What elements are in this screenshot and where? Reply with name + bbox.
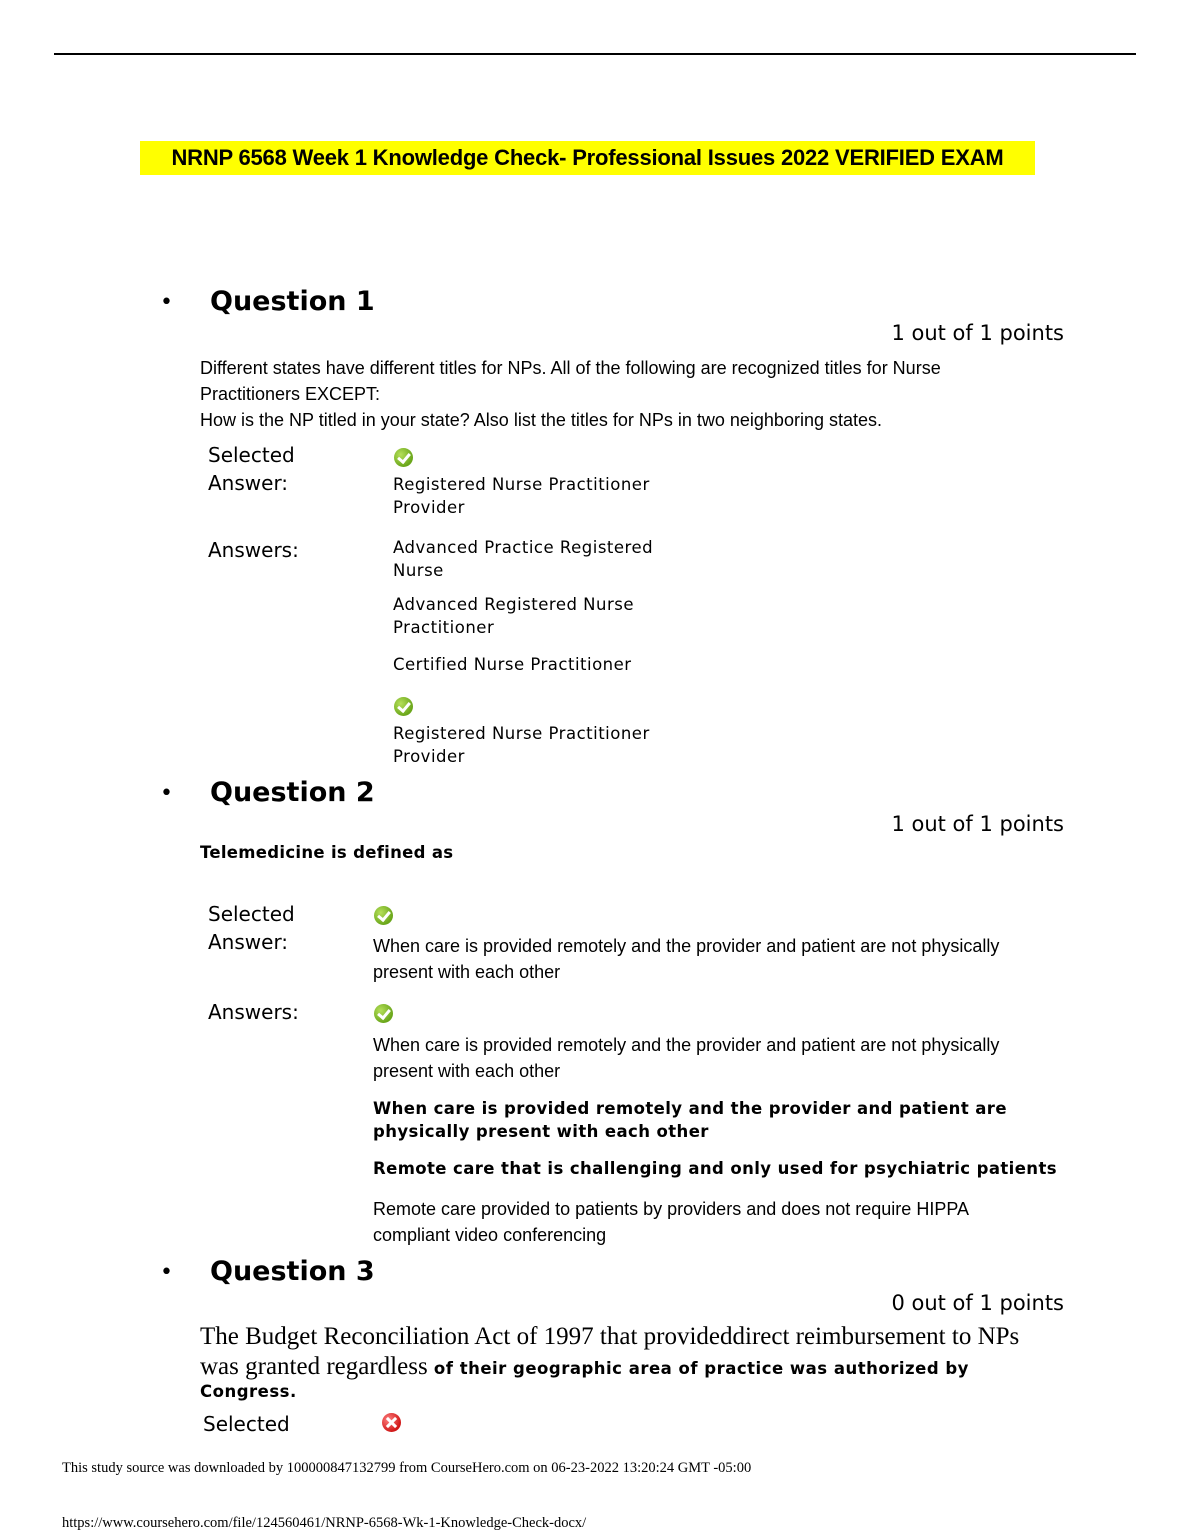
question-1-points: 1 out of 1 points [891,321,1064,345]
question-3-text: The Budget Reconciliation Act of 1997 that provideddirect reimbursement to NPs was granted regardless of their geographic area of practice was authorized by Congress. [200,1323,1020,1401]
check-circle-icon [394,697,413,716]
download-source-note: This study source was downloaded by 100000847132799 from CourseHero.com on 06-23-2022 13:20:24 GMT -05:00 [62,1460,752,1476]
question-1-text: Different states have different titles for NPs. All of the following are recognized titles for Nurse Practitioners EXCEPT: How is the NP titled in your state? Also list the titles for NPs in two neighboring states. [200,358,941,430]
answer-option: Remote care that is challenging and only used for psychiatric patients [373,1159,1057,1178]
selected-answer-label: Selected Answer: [208,443,295,495]
question-2-points: 1 out of 1 points [891,812,1064,836]
bullet: • [160,781,173,806]
answer-option: When care is provided remotely and the provider and patient are physically present with each other [373,1099,1007,1141]
question-3-title: Question 3 [210,1256,375,1287]
top-rule [54,53,1136,55]
answer-option-correct: Registered Nurse Practitioner Provider [393,724,650,766]
answers-label: Answers: [208,1000,299,1024]
x-circle-icon [382,1413,401,1432]
selected-answer-label: Selected [203,1412,290,1436]
source-url: https://www.coursehero.com/file/124560461/NRNP-6568-Wk-1-Knowledge-Check-docx/ [62,1515,587,1531]
check-circle-icon [394,448,413,467]
question-2-title: Question 2 [210,777,375,808]
check-circle-icon [374,1004,393,1023]
bullet: • [160,1260,173,1285]
selected-answer: Registered Nurse Practitioner Provider [393,475,650,517]
answer-option: Advanced Practice Registered Nurse [393,538,654,580]
answer-option-correct: When care is provided remotely and the provider and patient are not physically present with each other [373,1035,1000,1081]
answers-label: Answers: [208,538,299,562]
question-1-title: Question 1 [210,286,375,317]
page-title: NRNP 6568 Week 1 Knowledge Check- Professional Issues 2022 VERIFIED EXAM [140,141,1035,175]
check-circle-icon [374,906,393,925]
question-3-points: 0 out of 1 points [891,1291,1064,1315]
answer-option: Certified Nurse Practitioner [393,655,632,674]
answer-option: Advanced Registered Nurse Practitioner [393,595,635,637]
selected-answer-label: Selected Answer: [208,902,295,954]
selected-answer: When care is provided remotely and the provider and patient are not physically present with each other [373,936,1000,982]
answer-option: Remote care provided to patients by providers and does not require HIPPA compliant video conferencing [373,1199,969,1245]
question-2-text: Telemedicine is defined as [200,843,454,862]
bullet: • [160,290,173,315]
